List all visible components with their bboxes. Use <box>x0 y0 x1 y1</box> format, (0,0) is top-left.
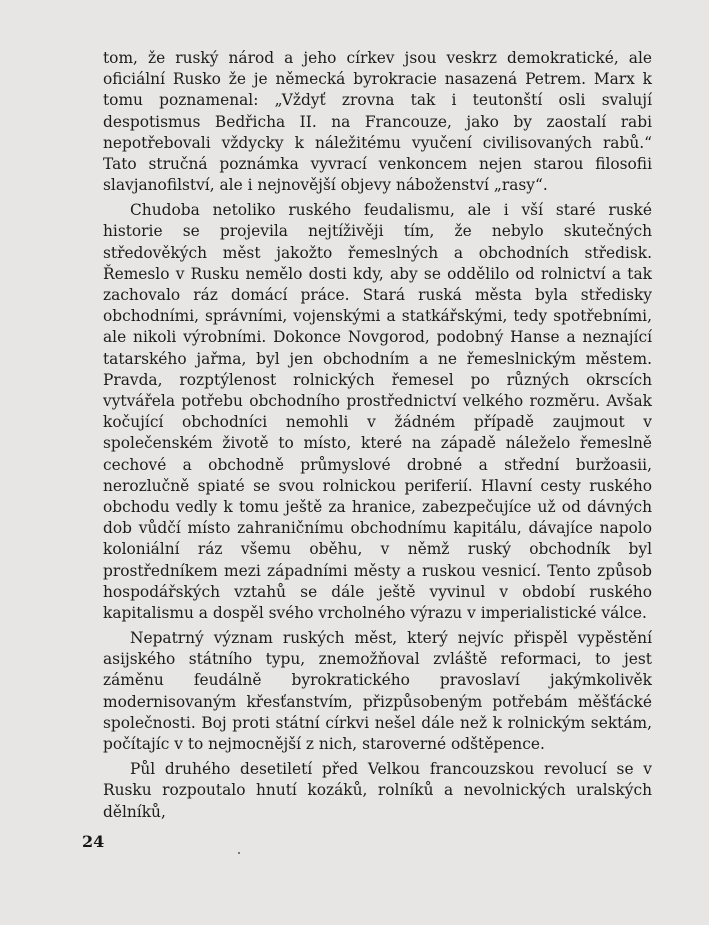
paragraph-continued: tom, že ruský národ a jeho církev jsou veskrz demokratické, ale oficiální Rusko že je německá byrokracie nasazená Petrem. Marx k tomu poznamenal: „Vždyť zrovna tak i teutonští osli svalují despotismus Bedřicha II. na Francouze, jako by zaostalí rabi nepotřebovali vždycky k náležitému vyučení civilisovaných rabů.“ Tato stručná poznámka vyvrací venkoncem nejen starou filosofii slavjanofilství, ale i nejnovější objevy náboženství „rasy“. <box>103 49 652 195</box>
paper-speck <box>238 852 240 854</box>
body-text <box>103 48 652 823</box>
paragraph-cossack-movement: Půl druhého desetiletí před Velkou francouzskou revolucí se v Rusku rozpoutalo hnutí kozáků, rolníků a nevolnických uralských dělníků, <box>103 760 652 821</box>
page-number: 24 <box>82 832 105 851</box>
paragraph-poverty-of-feudalism: Chudoba netoliko ruského feudalismu, ale i vší staré ruské historie se projevila nejtíživěji tím, že nebylo skutečných středověkých měst jakožto řemeslných a obchodních středisk. Řemeslo v Rusku nemělo dosti kdy, aby se oddělilo od rolnictví a tak zachovalo ráz domácí práce. Stará ruská města byla středisky obchodními, správními, vojenskými a statkářskými, tedy spotřebními, ale nikoli výrobními. Dokonce Novgorod, podobný Hanse a neznající tatarského jařma, byl jen obchodním a ne řemeslnickým městem. Pravda, rozptýlenost rolnických řemesel po různých okrscích vytvářela potřebu obchodního prostřednictví velkého rozměru. Avšak kočující obchodníci nemohli v žádném případě zaujmout v společenském životě to místo, které na západě náleželo řemeslně cechové a obchodně průmyslové drobné a střední buržoasii, nerozlučně spiaté se svou rolnickou periferií. Hlavní cesty ruského obchodu vedly k tomu ještě za hranice, zabezpečujíce už od dávných dob vůdčí místo zahraničnímu obchodnímu kapitálu, dávajíce napolo koloniální ráz všemu oběhu, v němž ruský obchodník byl prostředníkem mezi západními městy a ruskou vesnicí. Tento způsob hospodářských vztahů se dále ještě vyvinul v období ruského kapitalismu a dospěl svého vrcholného výrazu v imperialistické válce. <box>103 201 652 623</box>
paragraph-insignificance-of-towns: Nepatrný význam ruských měst, který nejvíc přispěl vypěstění asijského státního typu, znemožňoval zvláště reformaci, to jest záměnu feudálně byrokratického pravoslaví jakýmkolivěk modernisovaným křesťanstvím, přizpůsobeným potřebám měšťácké společnosti. Boj proti státní církvi nešel dále než k rolnickým sektám, počítajíc v to nejmocnější z nich, staroverné odštěpence. <box>103 629 652 754</box>
